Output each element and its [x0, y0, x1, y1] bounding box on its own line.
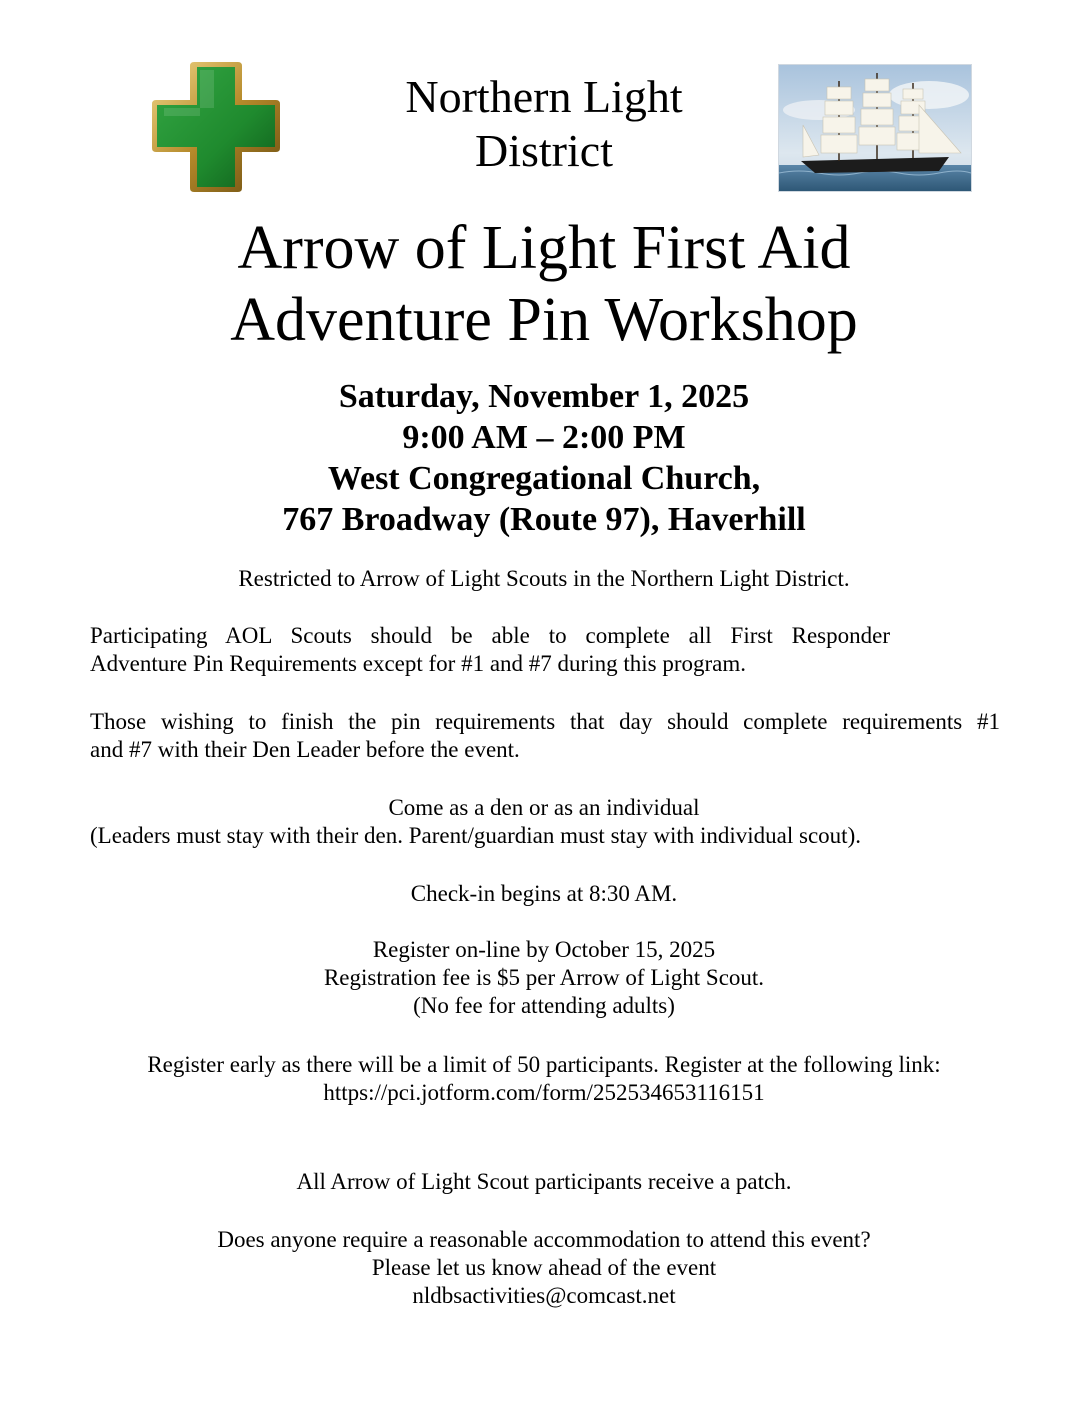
accommodation-note	[0, 1226, 1088, 1310]
registration-fee: Registration fee is $5 per Arrow of Light Scout.	[323, 965, 765, 990]
event-title-line-1: Arrow of Light First Aid	[237, 214, 851, 282]
registration-deadline: Register on-line by October 15, 2025	[372, 937, 716, 962]
requirements-paragraph	[90, 622, 890, 678]
prework-line-1: Those wishing to finish the pin requirements that day should complete requirements #1	[90, 709, 1000, 734]
registration-link[interactable]: https://pci.jotform.com/form/252534653116151	[323, 1080, 765, 1105]
requirements-line-2: Adventure Pin Requirements except for #1 and #7 during this program.	[90, 651, 746, 676]
event-title-line-2: Adventure Pin Workshop	[230, 286, 858, 354]
district-line-2: District	[475, 125, 613, 176]
event-date: Saturday, November 1, 2025	[338, 378, 750, 415]
register-early-note	[0, 1051, 1088, 1107]
checkin-note: Check-in begins at 8:30 AM.	[410, 881, 678, 906]
attendance-note	[0, 794, 1088, 850]
district-line-1: Northern Light	[405, 71, 683, 122]
event-venue: West Congregational Church,	[327, 460, 761, 497]
restriction-note: Restricted to Arrow of Light Scouts in the Northern Light District.	[238, 566, 850, 591]
register-early-line: Register early as there will be a limit of 50 participants. Register at the following link:	[147, 1052, 941, 1077]
prework-paragraph	[90, 708, 1000, 764]
attendance-line-1: Come as a den or as an individual	[388, 795, 700, 820]
event-title	[0, 212, 1088, 356]
event-time: 9:00 AM – 2:00 PM	[402, 419, 686, 456]
green-cross-icon	[150, 60, 282, 194]
clipper-ship-image	[778, 64, 972, 192]
attendance-line-2: (Leaders must stay with their den. Parent/guardian must stay with individual scout).	[90, 823, 861, 848]
requirements-line-1: Participating AOL Scouts should be able to complete all First Responder	[90, 623, 890, 648]
contact-email[interactable]: nldbsactivities@comcast.net	[412, 1283, 676, 1308]
registration-info	[0, 936, 1088, 1020]
prework-line-2: and #7 with their Den Leader before the event.	[90, 737, 520, 762]
event-address: 767 Broadway (Route 97), Haverhill	[282, 501, 806, 538]
accommodation-question: Does anyone require a reasonable accommodation to attend this event?	[217, 1227, 871, 1252]
district-name	[300, 70, 788, 178]
adult-fee-note: (No fee for attending adults)	[413, 993, 675, 1018]
event-details	[0, 376, 1088, 540]
accommodation-request: Please let us know ahead of the event	[371, 1255, 717, 1280]
patch-note: All Arrow of Light Scout participants receive a patch.	[296, 1169, 792, 1194]
